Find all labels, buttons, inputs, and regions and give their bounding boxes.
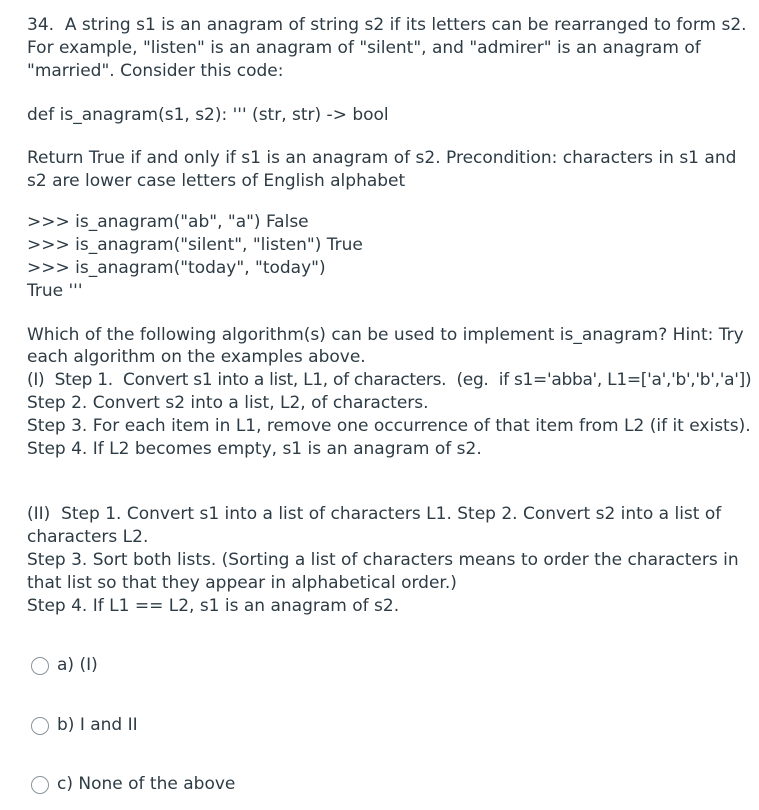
answer-option-a-label: a) (I) [57,655,98,675]
answer-option-b-label: b) I and II [57,715,138,735]
prompt-line-1: Which of the following algorithm(s) can be used to implement is_anagram? Hint: Try [27,325,744,345]
answer-option-a[interactable] [31,654,98,677]
function-signature: def is_anagram(s1, s2): ''' (str, str) -> bool [27,105,389,125]
example-line-2: >>> is_anagram("silent", "listen") True [27,235,363,255]
algorithm-1-line-3: Step 3. For each item in L1, remove one occurrence of that item from L2 (if it exists). [27,416,751,436]
radio-button-c[interactable] [31,776,49,794]
radio-button-a[interactable] [31,657,49,675]
example-line-3: >>> is_anagram("today", "today") [27,258,326,278]
question-intro-line-2: For example, "listen" is an anagram of "silent", and "admirer" is an anagram of [27,38,701,58]
algorithm-1-line-1: (I) Step 1. Convert s1 into a list, L1, of characters. (eg. if s1='abba', L1=['a','b','b','a']) [27,370,752,390]
algorithm-2-line-4: that list so that they appear in alphabetical order.) [27,573,457,593]
answer-option-c[interactable] [31,773,235,796]
algorithm-2-line-5: Step 4. If L1 == L2, s1 is an anagram of s2. [27,596,400,616]
example-line-1: >>> is_anagram("ab", "a") False [27,212,309,232]
answer-option-b[interactable] [31,714,138,737]
answer-option-c-label: c) None of the above [57,774,236,794]
algorithm-1-line-2: Step 2. Convert s2 into a list, L2, of characters. [27,393,429,413]
example-line-4: True ''' [27,281,83,301]
question-intro-line-1: 34. A string s1 is an anagram of string s2 if its letters can be rearranged to form s2. [27,15,747,35]
radio-button-b[interactable] [31,717,49,735]
prompt-line-2: each algorithm on the examples above. [27,347,366,367]
algorithm-2-line-3: Step 3. Sort both lists. (Sorting a list of characters means to order the characters in [27,550,739,570]
algorithm-2-line-2: characters L2. [27,527,149,547]
algorithm-2-line-1: (II) Step 1. Convert s1 into a list of characters L1. Step 2. Convert s2 into a list of [27,504,722,524]
docstring-line-2: s2 are lower case letters of English alphabet [27,171,406,191]
docstring-line-1: Return True if and only if s1 is an anagram of s2. Precondition: characters in s1 and [27,148,737,168]
question-intro-line-3: "married". Consider this code: [27,61,284,81]
algorithm-1-line-4: Step 4. If L2 becomes empty, s1 is an anagram of s2. [27,439,482,459]
